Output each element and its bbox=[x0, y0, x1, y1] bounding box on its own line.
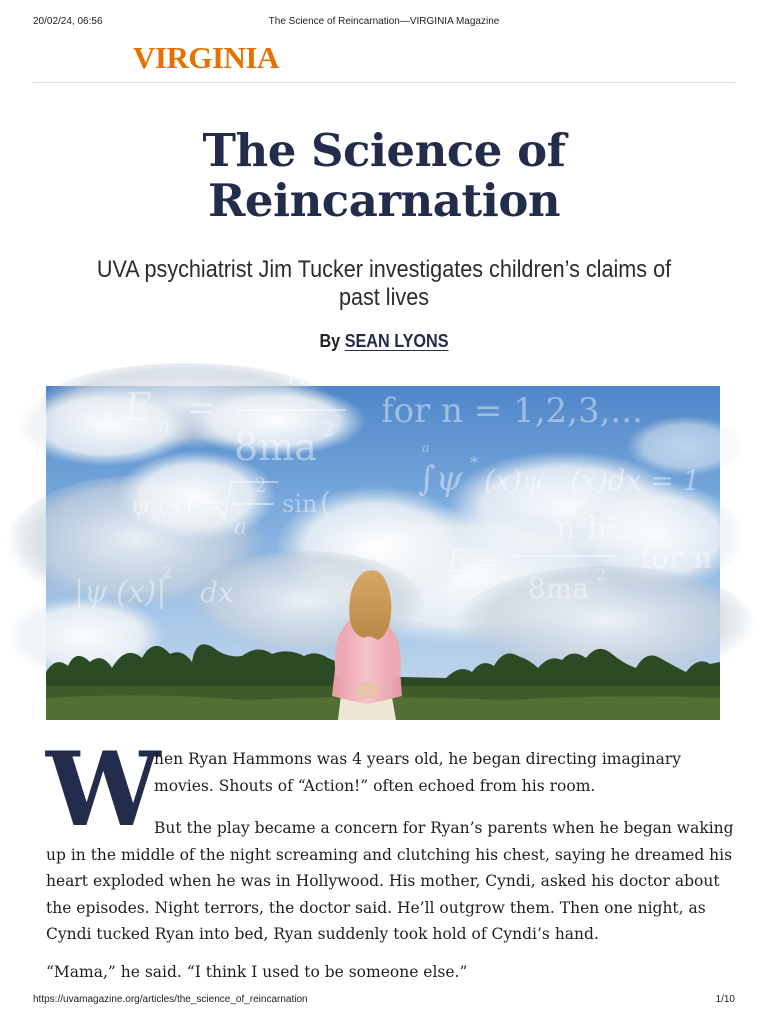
byline bbox=[38, 331, 729, 352]
eq-sin: sin bbox=[282, 490, 318, 518]
print-url: https://uvamagazine.org/articles/the_science_of_reincarnation bbox=[33, 994, 308, 1005]
article-headline: The Science of Reincarnation bbox=[202, 124, 566, 227]
eq-energy-numerator: n bbox=[286, 353, 308, 393]
eq-sin-paren: ( bbox=[320, 486, 331, 519]
eq-energy-denominator: 8ma bbox=[234, 425, 317, 469]
eq-psi-squared-dx: dx bbox=[200, 576, 234, 609]
eq-integral-tail: (x)dx = 1 bbox=[570, 464, 701, 497]
eq-int-upper: a bbox=[422, 441, 430, 456]
eq-energy-equals: = bbox=[186, 388, 217, 429]
eq-psi-arg: (x) = bbox=[158, 491, 223, 521]
page-indicator: 1/10 bbox=[715, 994, 735, 1005]
eq-for-n-2: for n bbox=[640, 541, 713, 576]
eq-energy2-equals: = bbox=[476, 546, 500, 579]
print-header bbox=[33, 16, 735, 30]
eq-for-n: for n = 1,2,3,... bbox=[381, 391, 643, 431]
eq-energy-sub: n bbox=[158, 416, 170, 437]
eq-psi-sub: n bbox=[150, 511, 159, 526]
eq-energy-e: E bbox=[124, 385, 152, 429]
hero-illustration bbox=[46, 353, 720, 720]
eq-psi-squared: |ψ bbox=[74, 575, 108, 610]
eq-integral-rest: (x)ψ bbox=[484, 464, 544, 497]
virginia-logo[interactable]: VIRGINIA bbox=[133, 40, 279, 75]
author-link[interactable]: SEAN LYONS bbox=[344, 331, 449, 351]
byline-prefix: By bbox=[319, 331, 341, 351]
hero-image bbox=[46, 353, 720, 720]
eq-psi: ψ bbox=[130, 491, 151, 521]
eq-h-squared: n²h² bbox=[556, 511, 619, 546]
paragraph-3: “Mama,” he said. “I think I used to be someone else.” bbox=[46, 963, 468, 981]
eq-psi-squared-exp: 2 bbox=[162, 563, 173, 582]
eq-sqrt-den: a bbox=[234, 515, 248, 540]
eq-energy2-e: E bbox=[446, 542, 470, 580]
print-page-title: The Science of Reincarnation—VIRGINIA Magazine bbox=[268, 16, 500, 27]
paragraph-1: hen Ryan Hammons was 4 years old, he began directing imaginary movies. Shouts of “Action!” often echoed from his room. bbox=[154, 750, 681, 795]
eq-sqrt-num: 2 bbox=[254, 473, 267, 497]
eq-integral-star: * bbox=[470, 453, 478, 472]
eq-energy2-exp: 2 bbox=[596, 565, 607, 584]
eq-integral: ∫ψ bbox=[418, 459, 463, 499]
print-footer bbox=[33, 994, 735, 1008]
masthead bbox=[33, 38, 735, 83]
article-deck: UVA psychiatrist Jim Tucker investigates children’s claims of past lives bbox=[96, 256, 672, 311]
paragraph-2: But the play became a concern for Ryan’s parents when he began waking up in the middle of the night screaming and clutching his chest, saying he dreamed his heart exploded when he was in Hollywood. His mother, Cyndi, asked his doctor about the episodes. Night terrors, the doctor said. He’ll outgrow them. Then one night, as Cyndi tucked Ryan into bed, Ryan suddenly took hold of Cyndi’s hand. bbox=[46, 819, 734, 943]
eq-psi-squared-rest: (x)| bbox=[116, 575, 167, 610]
eq-energy-exponent: 2 bbox=[322, 417, 335, 441]
eq-energy2-den: 8ma bbox=[528, 572, 590, 605]
print-datetime: 20/02/24, 06:56 bbox=[33, 16, 103, 27]
drop-cap: W bbox=[46, 730, 161, 850]
